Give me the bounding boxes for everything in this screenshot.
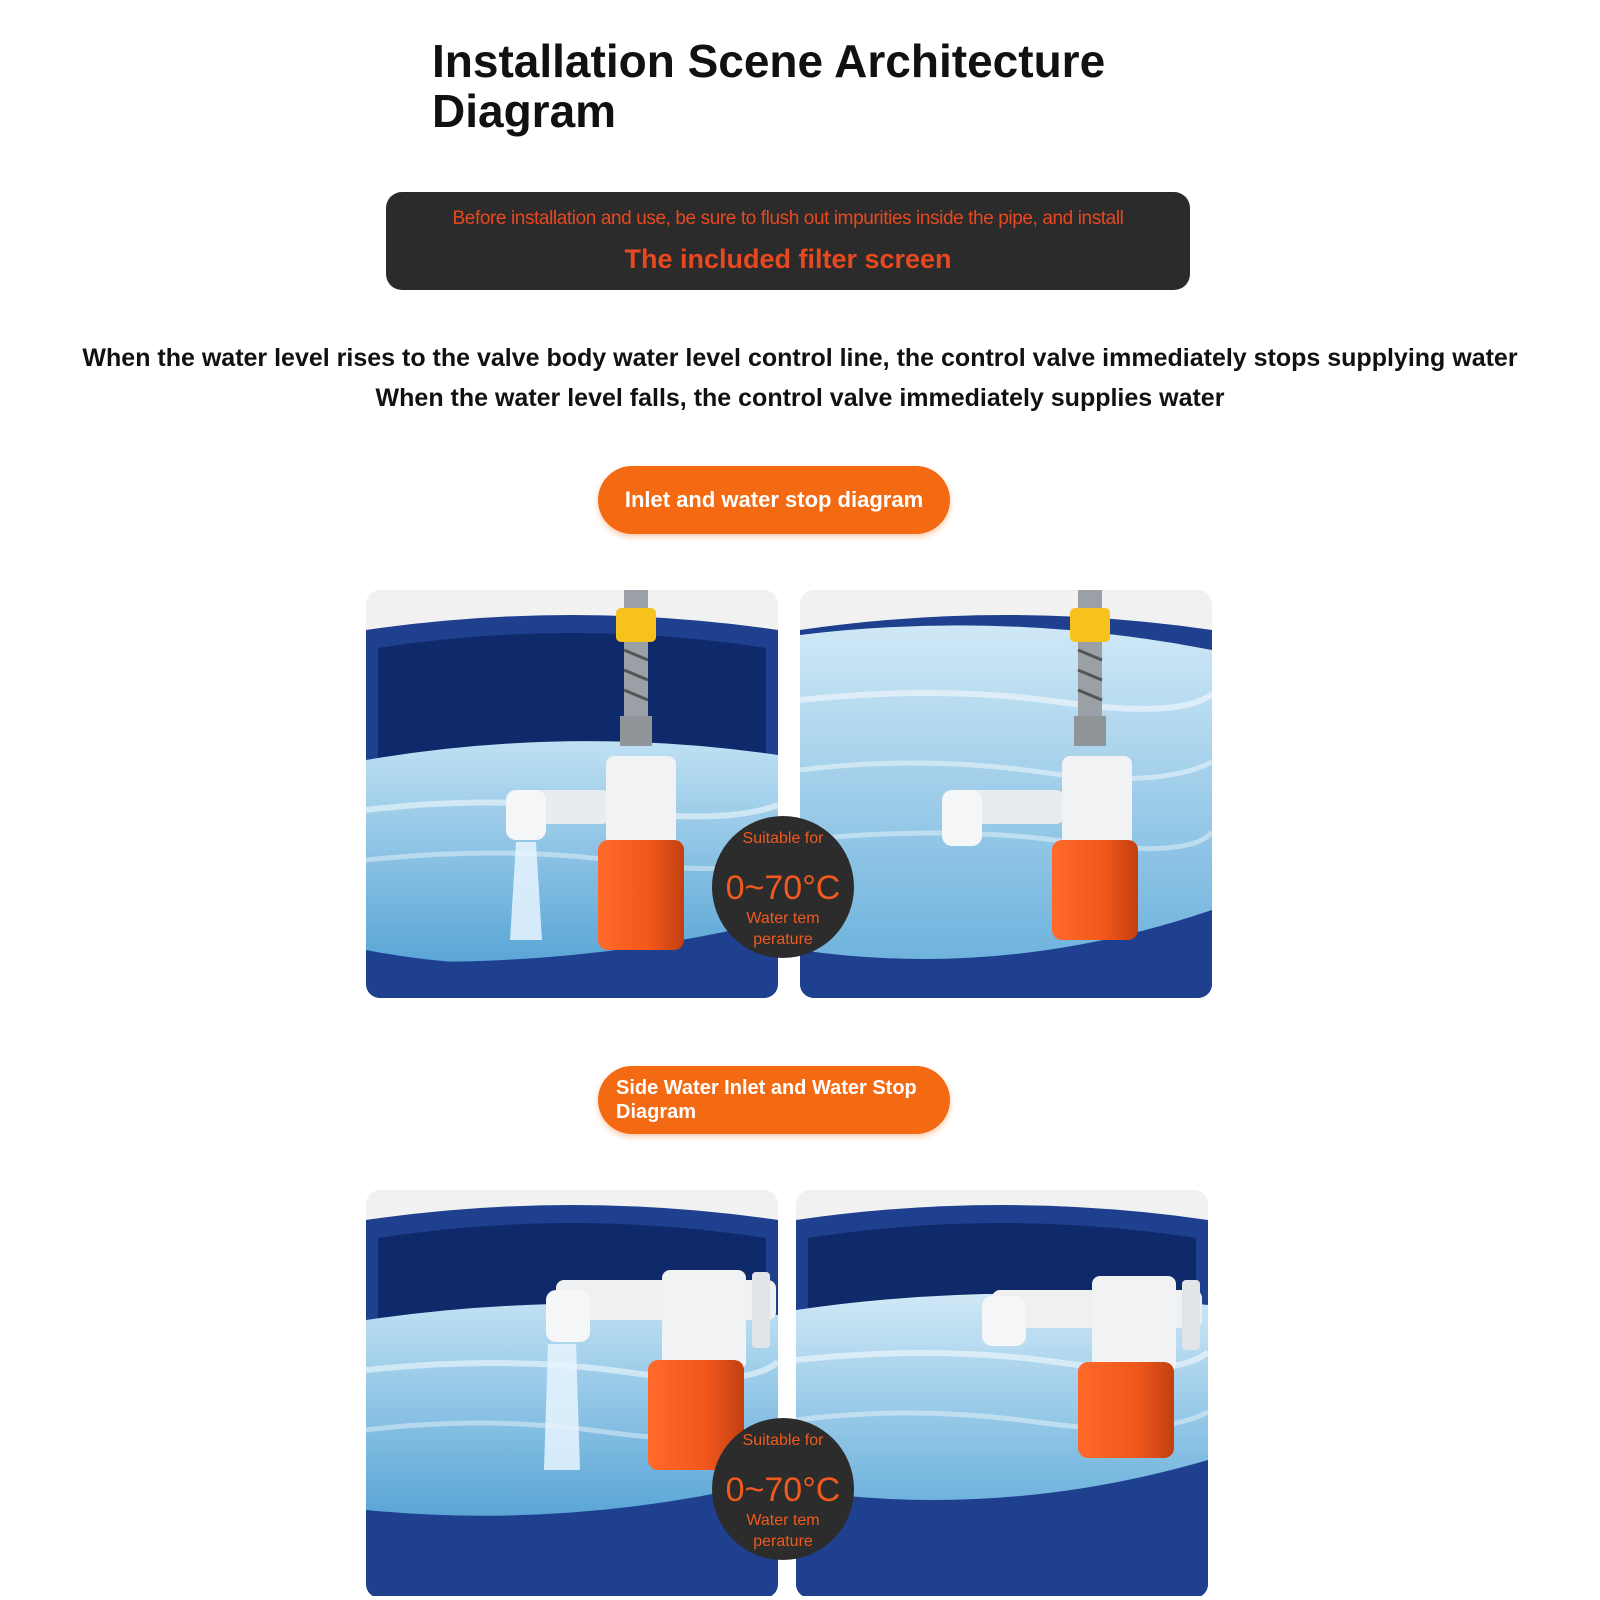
badge-bottom-text: Water temperature (746, 910, 820, 948)
badge-temperature-value: 0~70°C (725, 1471, 841, 1509)
top-inlet-filling-illustration (366, 590, 778, 998)
installation-notice (386, 192, 1190, 290)
badge-top-text: Suitable for (742, 830, 824, 847)
badge-bottom-text: Water temperature (746, 1512, 820, 1550)
side-inlet-filling-illustration (366, 1190, 778, 1598)
page-title: Installation Scene Architecture Diagram (432, 35, 1106, 137)
description-line-1: When the water level rises to the valve body water level control line, the control valve immediately stops supplying water (82, 344, 1518, 372)
section-label-inlet-stop: Inlet and water stop diagram (598, 466, 950, 534)
temperature-badge-1 (712, 816, 854, 958)
badge-top-text: Suitable for (742, 1432, 824, 1449)
notice-line-2: The included filter screen (624, 244, 952, 274)
badge-temperature-value: 0~70°C (725, 869, 841, 907)
section-label-side-inlet-stop-text: Side Water Inlet and Water Stop Diagram (616, 1077, 917, 1123)
tank-full-image (800, 590, 1212, 998)
top-inlet-stopped-illustration (800, 590, 1212, 998)
description-line-2: When the water level falls, the control valve immediately supplies water (375, 384, 1225, 412)
section-label-side-inlet-stop (598, 1066, 950, 1134)
notice-line-1: Before installation and use, be sure to flush out impurities inside the pipe, and install (452, 208, 1124, 229)
side-tank-full-image (796, 1190, 1208, 1596)
side-inlet-stopped-illustration (796, 1190, 1208, 1598)
side-tank-filling-image (366, 1190, 778, 1596)
temperature-badge-2 (712, 1418, 854, 1560)
tank-filling-image (366, 590, 778, 998)
